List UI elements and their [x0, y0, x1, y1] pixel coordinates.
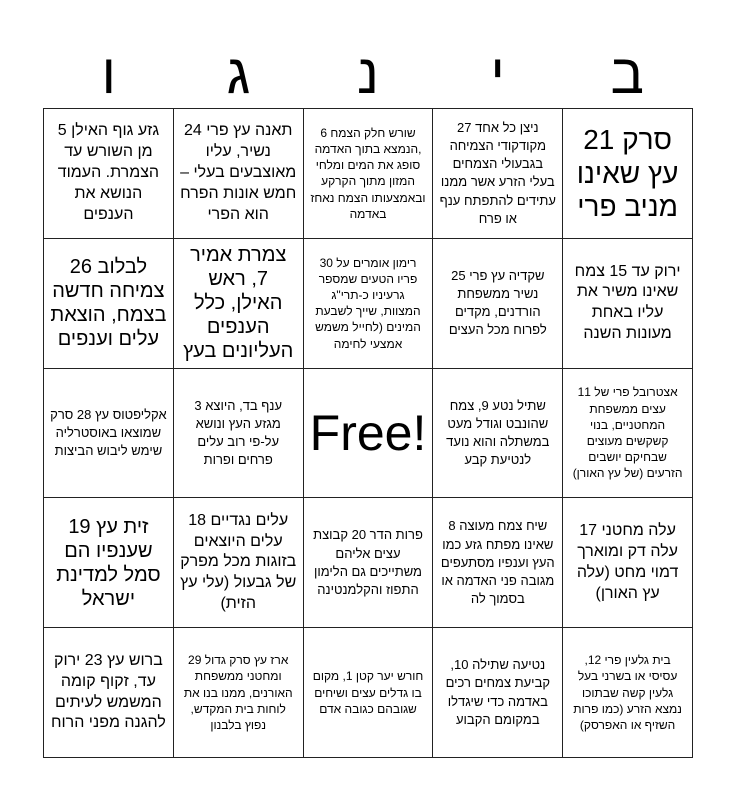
bingo-cell-r5-c2: נטיעה שתילה 10, קביעת צמחים רכים באדמה כדי שיגדלו במקומם הקבוע: [432, 628, 562, 758]
bingo-cell-r1-c5: גזע גוף האילן 5 מן השורש עד הצמרת. העמוד הנושא את הענפים: [43, 109, 173, 239]
header-letter-2: י: [490, 42, 505, 105]
bingo-cell-r3-c2: שתיל נטע 9, צמח שהונבט וגודל מעט במשתלה והוא נועד לנטיעת קבע: [432, 369, 562, 499]
header-letter-5: ו: [101, 42, 117, 105]
bingo-cell-r1-c1: סרק 21 עץ שאינו מניב פרי: [562, 109, 692, 239]
free-space: Free!: [303, 369, 433, 499]
bingo-cell-r3-c1: אצטרובל פרי של 11 עצים ממשפחת המחטניים, בנוי קשקשים מעוצים שבחיקם יושבים הזרעים (של עץ האורן): [562, 369, 692, 499]
bingo-cell-r2-c1: ירוק עד 15 צמח שאינו משיר את עליו באחת מעונות השנה: [562, 239, 692, 369]
bingo-cell-r3-c4: ענף בד, היוצא 3 מגזע העץ ונושא על-פי רוב עלים פרחים ופרות: [173, 369, 303, 499]
bingo-cell-r1-c2: ניצן כל אחד 27 מקודקודי הצמיחה בגבעולי הצמחים בעלי הזרע אשר ממנו עתידים להתפתח ענף או פרח: [432, 109, 562, 239]
bingo-cell-r1-c4: תאנה עץ פרי 24 נשיר, עליו מאוצבעים בעלי – חמש אונות הפרח הוא הפרי: [173, 109, 303, 239]
bingo-cell-r2-c5: לבלוב 26 צמיחה חדשה בצמח, הוצאת עלים וענפים: [43, 239, 173, 369]
bingo-cell-r4-c2: שיח צמח מעוצה 8 שאינו מפתח גזע כמו העץ וענפיו מסתעפים מגובה פני האדמה או בסמוך לה: [432, 498, 562, 628]
bingo-cell-r1-c3: שורש חלק הצמח 6 ,הנמצא בתוך האדמה סופג את המים ומלחי המזון מתוך הקרקע ובאמצעותו הצמח נאחז באדמה: [303, 109, 433, 239]
bingo-cell-r5-c1: בית גלעין פרי 12, עסיסי או בשרני בעל גלעין קשה שבתוכו נמצא הזרע (כמו פרות השזיף או האפרסק): [562, 628, 692, 758]
header-letter-1: ב: [610, 42, 644, 105]
bingo-cell-r5-c4: ארז עץ סרק גדול 29 ומחטני ממשפחת האורנים, ממנו בנו את לוחות בית המקדש, נפוץ בלבנון: [173, 628, 303, 758]
bingo-grid: [43, 108, 693, 758]
bingo-header: [44, 40, 692, 108]
bingo-cell-r4-c5: זית עץ 19 שענפיו הם סמל למדינת ישראל: [43, 498, 173, 628]
header-letter-4: ג: [226, 42, 251, 105]
bingo-cell-r4-c4: עלים נגדיים 18 עלים היוצאים בזוגות מכל מפרק של גבעול (עלי עץ הזית): [173, 498, 303, 628]
bingo-cell-r2-c4: צמרת אמיר 7, ראש האילן, כלל הענפים העליונים בעץ: [173, 239, 303, 369]
bingo-cell-r4-c3: פרות הדר 20 קבוצת עצים אליהם משתייכים גם הלימון התפוז והקלמנטינה: [303, 498, 433, 628]
bingo-cell-r2-c2: שקדיה עץ פרי 25 נשיר ממשפחת הורדנים, מקדים לפרוח מכל העצים: [432, 239, 562, 369]
header-letter-3: נ: [357, 42, 379, 105]
bingo-cell-r5-c3: חורש יער קטן 1, מקום בו גדלים עצים ושיחים שגובהם כגובה אדם: [303, 628, 433, 758]
bingo-cell-r3-c5: אקליפטוס עץ 28 סרק שמוצאו באוסטרליה שימש ליבוש הביצות: [43, 369, 173, 499]
bingo-cell-r5-c5: ברוש עץ 23 ירוק עד, זקוף קומה המשמש לעיתים להגנה מפני הרוח: [43, 628, 173, 758]
bingo-cell-r4-c1: עלה מחטני 17 עלה דק ומוארך דמוי מחט (עלה עץ האורן): [562, 498, 692, 628]
bingo-cell-r2-c3: רימון אומרים על 30 פריו הטעים שמספר גרעיניו כ-תרי"ג המצוות, שייך לשבעת המינים (לחייל משמש אמצעי לחימה: [303, 239, 433, 369]
